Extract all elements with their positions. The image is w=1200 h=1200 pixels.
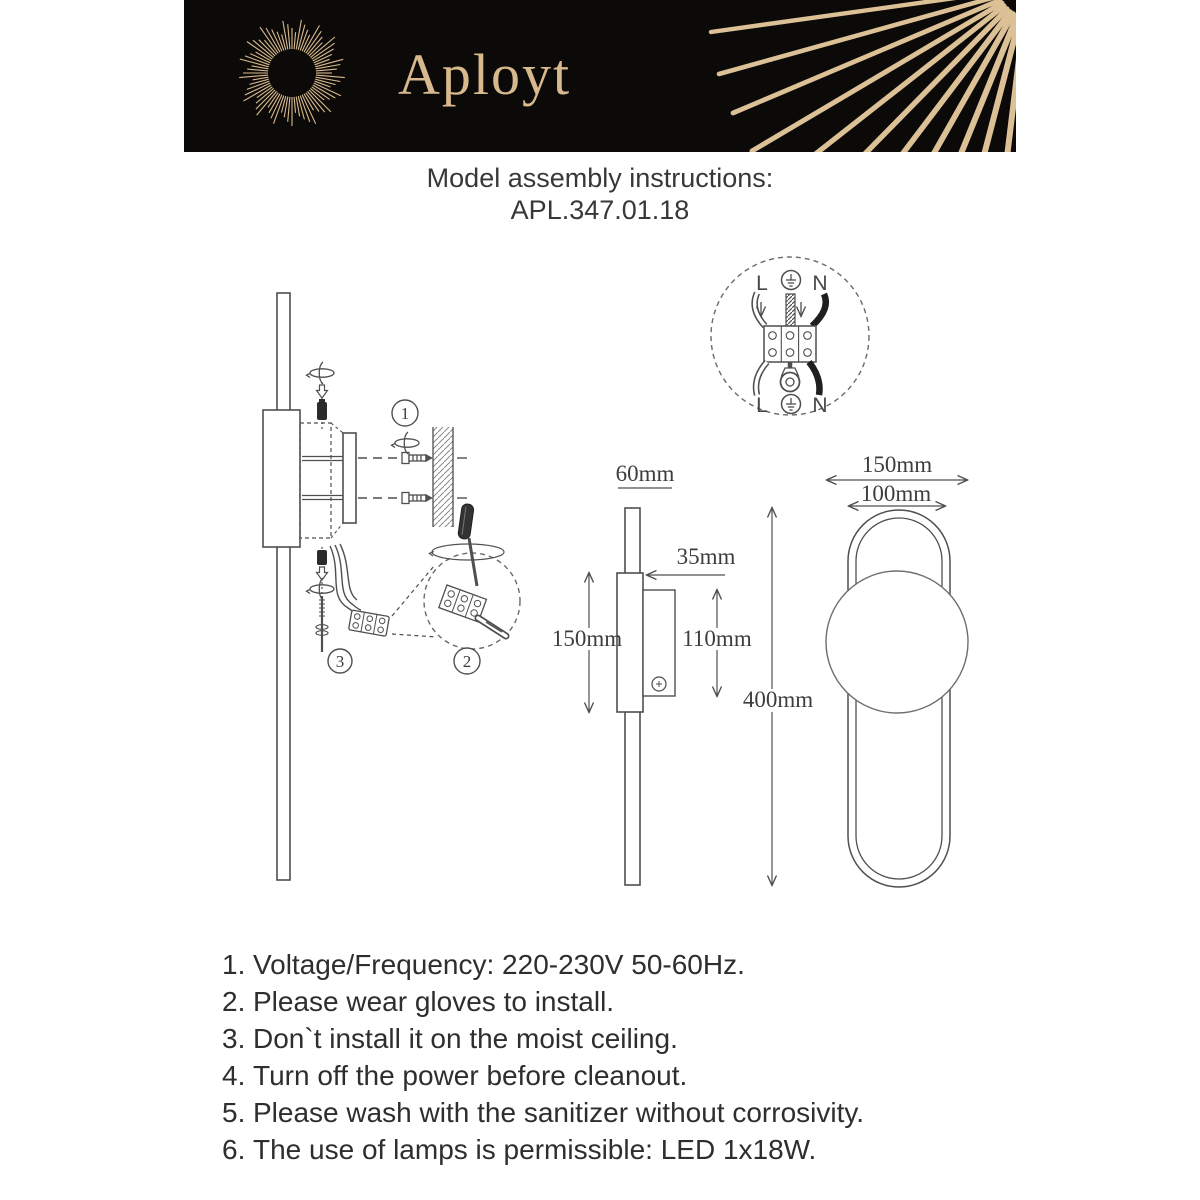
dim-bracket-depth: 35mm	[676, 544, 736, 569]
assembly-diagram	[263, 293, 520, 880]
dim-body-height: 150mm	[551, 626, 623, 651]
list-item	[222, 1094, 1022, 1131]
wire-bundle	[330, 544, 361, 614]
list-item	[222, 946, 1022, 983]
front-dimension-drawing	[826, 452, 968, 887]
instructions-list	[222, 946, 1022, 1168]
item-text: The use of lamps is permissible: LED 1x18W.	[253, 1134, 817, 1165]
ground-icon	[782, 395, 801, 414]
step1-number: 1	[400, 404, 410, 423]
neutral-label-top: N	[812, 272, 828, 295]
item-text: Voltage/Frequency: 220-230V 50-60Hz.	[253, 949, 745, 980]
item-text: Don`t install it on the moist ceiling.	[253, 1023, 678, 1054]
model-number: APL.347.01.18	[510, 195, 690, 225]
wiring-diagram	[711, 257, 869, 417]
page-title: Model assembly instructions:	[426, 163, 774, 193]
wall-hatch	[433, 427, 453, 527]
item-number: 5.	[222, 1097, 246, 1128]
item-number: 1.	[222, 949, 246, 980]
lamp-globe	[826, 571, 968, 713]
item-number: 3.	[222, 1023, 246, 1054]
dim-side-width: 60mm	[615, 461, 675, 486]
line-label-top: L	[756, 272, 768, 295]
list-item	[222, 983, 1022, 1020]
terminal-block	[349, 610, 390, 636]
side-dimension-drawing	[552, 461, 813, 885]
item-text: Turn off the power before cleanout.	[253, 1060, 688, 1091]
item-number: 6.	[222, 1134, 246, 1165]
item-text: Please wear gloves to install.	[253, 986, 615, 1017]
item-number: 4.	[222, 1060, 246, 1091]
step3-number: 3	[335, 652, 345, 671]
item-number: 2.	[222, 986, 246, 1017]
list-item	[222, 1020, 1022, 1057]
dim-bracket-height: 110mm	[682, 626, 752, 651]
step2-number: 2	[462, 652, 472, 671]
item-text: Please wash with the sanitizer without corrosivity.	[253, 1097, 865, 1128]
line-label-bottom: L	[756, 394, 768, 417]
dim-front-width: 150mm	[861, 452, 933, 477]
brand-name: Aployt	[398, 42, 572, 107]
ground-icon	[782, 271, 801, 290]
dim-frame-width: 100mm	[860, 481, 932, 506]
neutral-label-bottom: N	[812, 394, 828, 417]
list-item	[222, 1131, 1022, 1168]
dim-total-height: 400mm	[742, 687, 814, 712]
list-item	[222, 1057, 1022, 1094]
